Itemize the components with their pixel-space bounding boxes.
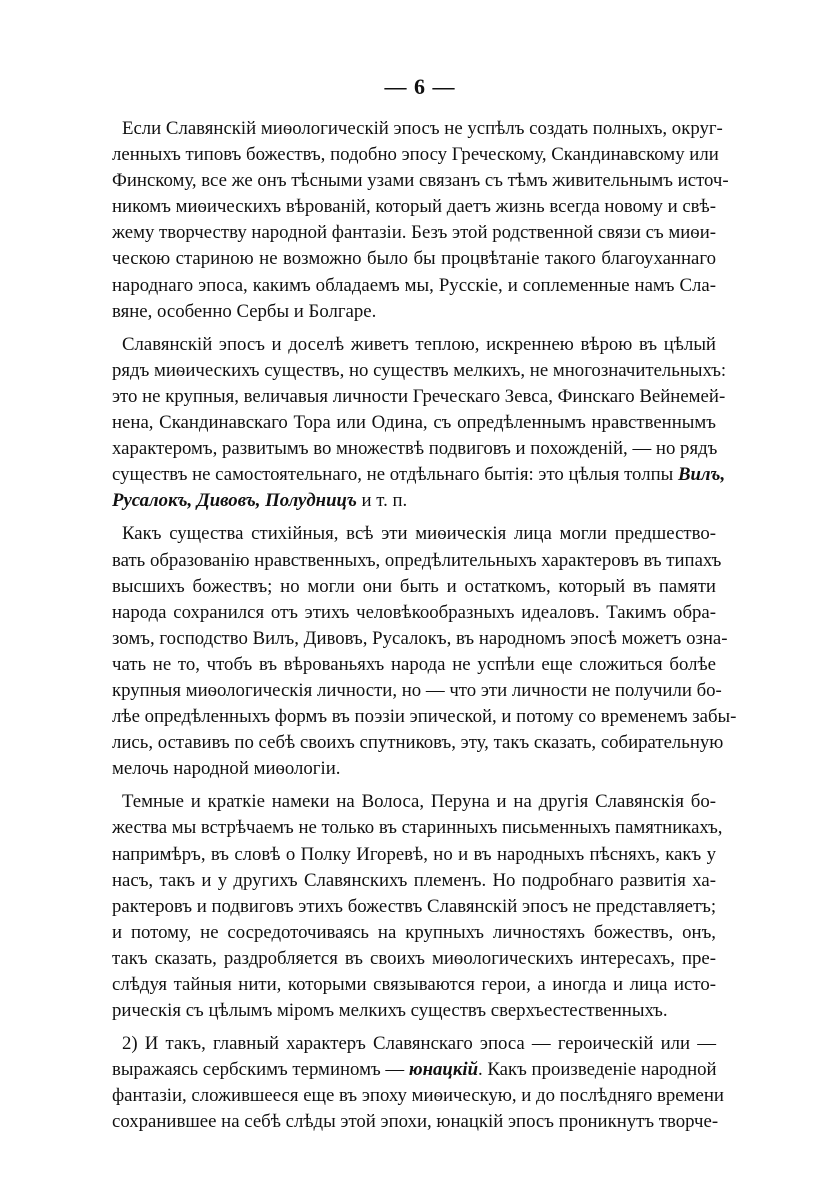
text-line: слѣдуя тайныя нити, которыми связываются герои, а иногда и лица исто-	[112, 974, 716, 995]
italic-term: юнацкій	[408, 1059, 479, 1081]
text-line: вать образованію нравственныхъ, опредѣлительныхъ характеровъ въ типахъ	[112, 549, 722, 571]
text-line: это не крупныя, величавыя личности Греческаго Зевса, Финскаго Вейнемей-	[112, 385, 726, 407]
text-line-mixed	[112, 462, 726, 488]
text-segment: выражаясь сербскимъ терминомъ —	[112, 1059, 409, 1081]
text-line: чать не то, чтобъ въ вѣрованьяхъ народа не успѣли еще сложиться болѣе	[112, 653, 716, 675]
text-line: жества мы встрѣчаемъ не только въ старинныхъ письменныхъ памятникахъ,	[112, 817, 723, 839]
text-line: рядъ миѳическихъ существъ, но существъ мелкихъ, не многозначительныхъ:	[112, 359, 727, 381]
text-line: Славянскій эпосъ и доселѣ живетъ теплою, искреннею вѣрою въ цѣлый	[122, 333, 716, 355]
text-line: лѣе опредѣленныхъ формъ въ поэзіи эпической, и потому со временемъ забы-	[112, 706, 737, 728]
text-line: вяне, особенно Сербы и Болгаре.	[112, 300, 377, 322]
text-line: такъ сказать, раздробляется въ своихъ миѳологическихъ интересахъ, пре-	[112, 947, 716, 969]
italic-term: Русалокъ, Дивовъ, Полудницъ	[112, 490, 357, 512]
text-line: Финскому, все же онъ тѣсными узами связанъ съ тѣмъ живительнымъ источ-	[112, 170, 729, 192]
text-line: Какъ существа стихійныя, всѣ эти миѳическія лица могли предшество-	[122, 523, 716, 545]
text-line: народнаго эпоса, какимъ обладаемъ мы, Русскіе, и соплеменные намъ Сла-	[112, 274, 716, 296]
italic-term: Вилъ,	[677, 464, 726, 486]
text-segment: существъ не самостоятельнаго, не отдѣльнаго бытія: это цѣлыя толпы	[112, 464, 678, 486]
text-line: характеромъ, развитымъ во множествѣ подвиговъ и похожденій, — но рядъ	[112, 438, 718, 460]
text-line-mixed	[112, 488, 716, 514]
text-line: ленныхъ типовъ божествъ, подобно эпосу Греческому, Скандинавскому или	[112, 144, 719, 166]
paragraph-2	[112, 332, 727, 515]
text-line: 2) И такъ, главный характеръ Славянскаго эпоса — героическій или —	[122, 1033, 716, 1055]
page-number: — 6 —	[384, 74, 456, 99]
text-segment: . Какъ произведеніе народной	[478, 1059, 717, 1081]
text-line: насъ, такъ и у другихъ Славянскихъ племенъ. Но подробнаго развитія ха-	[112, 869, 716, 891]
text-line: жему творчеству народной фантазіи. Безъ этой родственной связи съ миѳи-	[112, 222, 716, 244]
text-segment: и т. п.	[356, 490, 408, 512]
paragraph-5	[112, 1031, 724, 1135]
paragraph-4	[112, 789, 723, 1024]
text-line: ческою стариною не возможно было бы процвѣтаніе такого благоуханнаго	[112, 248, 716, 270]
text-line: и потому, не сосредоточиваясь на крупныхъ личностяхъ божествъ, онъ,	[112, 921, 716, 943]
text-line: Темные и краткіе намеки на Волоса, Перуна и на другія Славянскія бо-	[122, 791, 716, 813]
text-line: Если Славянскій миѳологическій эпосъ не успѣлъ создать полныхъ, округ-	[122, 118, 723, 139]
text-line: нена, Скандинавскаго Тора или Одина, съ опредѣленнымъ нравственнымъ	[112, 412, 716, 434]
text-line: рическія съ цѣлымъ міромъ мелкихъ существъ сверхъестественныхъ.	[112, 1000, 668, 1022]
paragraph-3	[112, 521, 737, 782]
text-line-mixed	[112, 1057, 716, 1083]
text-line: лись, оставивъ по себѣ своихъ спутниковъ, эту, такъ сказать, собирательную	[112, 732, 724, 754]
text-line: народа сохранился отъ этихъ человѣкообразныхъ идеаловъ. Такимъ обра-	[112, 601, 716, 623]
text-line: сохранившее на себѣ слѣды этой эпохи, юнацкій эпосъ проникнутъ творче-	[112, 1111, 719, 1133]
text-line: зомъ, господство Вилъ, Дивовъ, Русалокъ, въ народномъ эпосѣ можетъ озна-	[112, 627, 728, 649]
text-line: крупныя миѳологическія личности, но — что эти личности не получили бо-	[112, 679, 722, 701]
text-line: фантазіи, сложившееся еще въ эпоху миѳическую, и до послѣдняго времени	[112, 1085, 724, 1107]
text-line: высшихъ божествъ; но могли они быть и остаткомъ, который въ памяти	[112, 575, 716, 597]
text-line: мелочь народной миѳологіи.	[112, 758, 341, 780]
paragraph-1	[112, 116, 729, 325]
text-line: рактеровъ и подвиговъ этихъ божествъ Славянскій эпосъ не представляетъ;	[112, 895, 717, 917]
text-line: никомъ миѳическихъ вѣрованій, который даетъ жизнь всегда новому и свѣ-	[112, 196, 716, 218]
text-line: напримѣръ, въ словѣ о Полку Игоревѣ, но и въ народныхъ пѣсняхъ, какъ у	[112, 843, 716, 865]
body-text	[112, 116, 737, 1143]
